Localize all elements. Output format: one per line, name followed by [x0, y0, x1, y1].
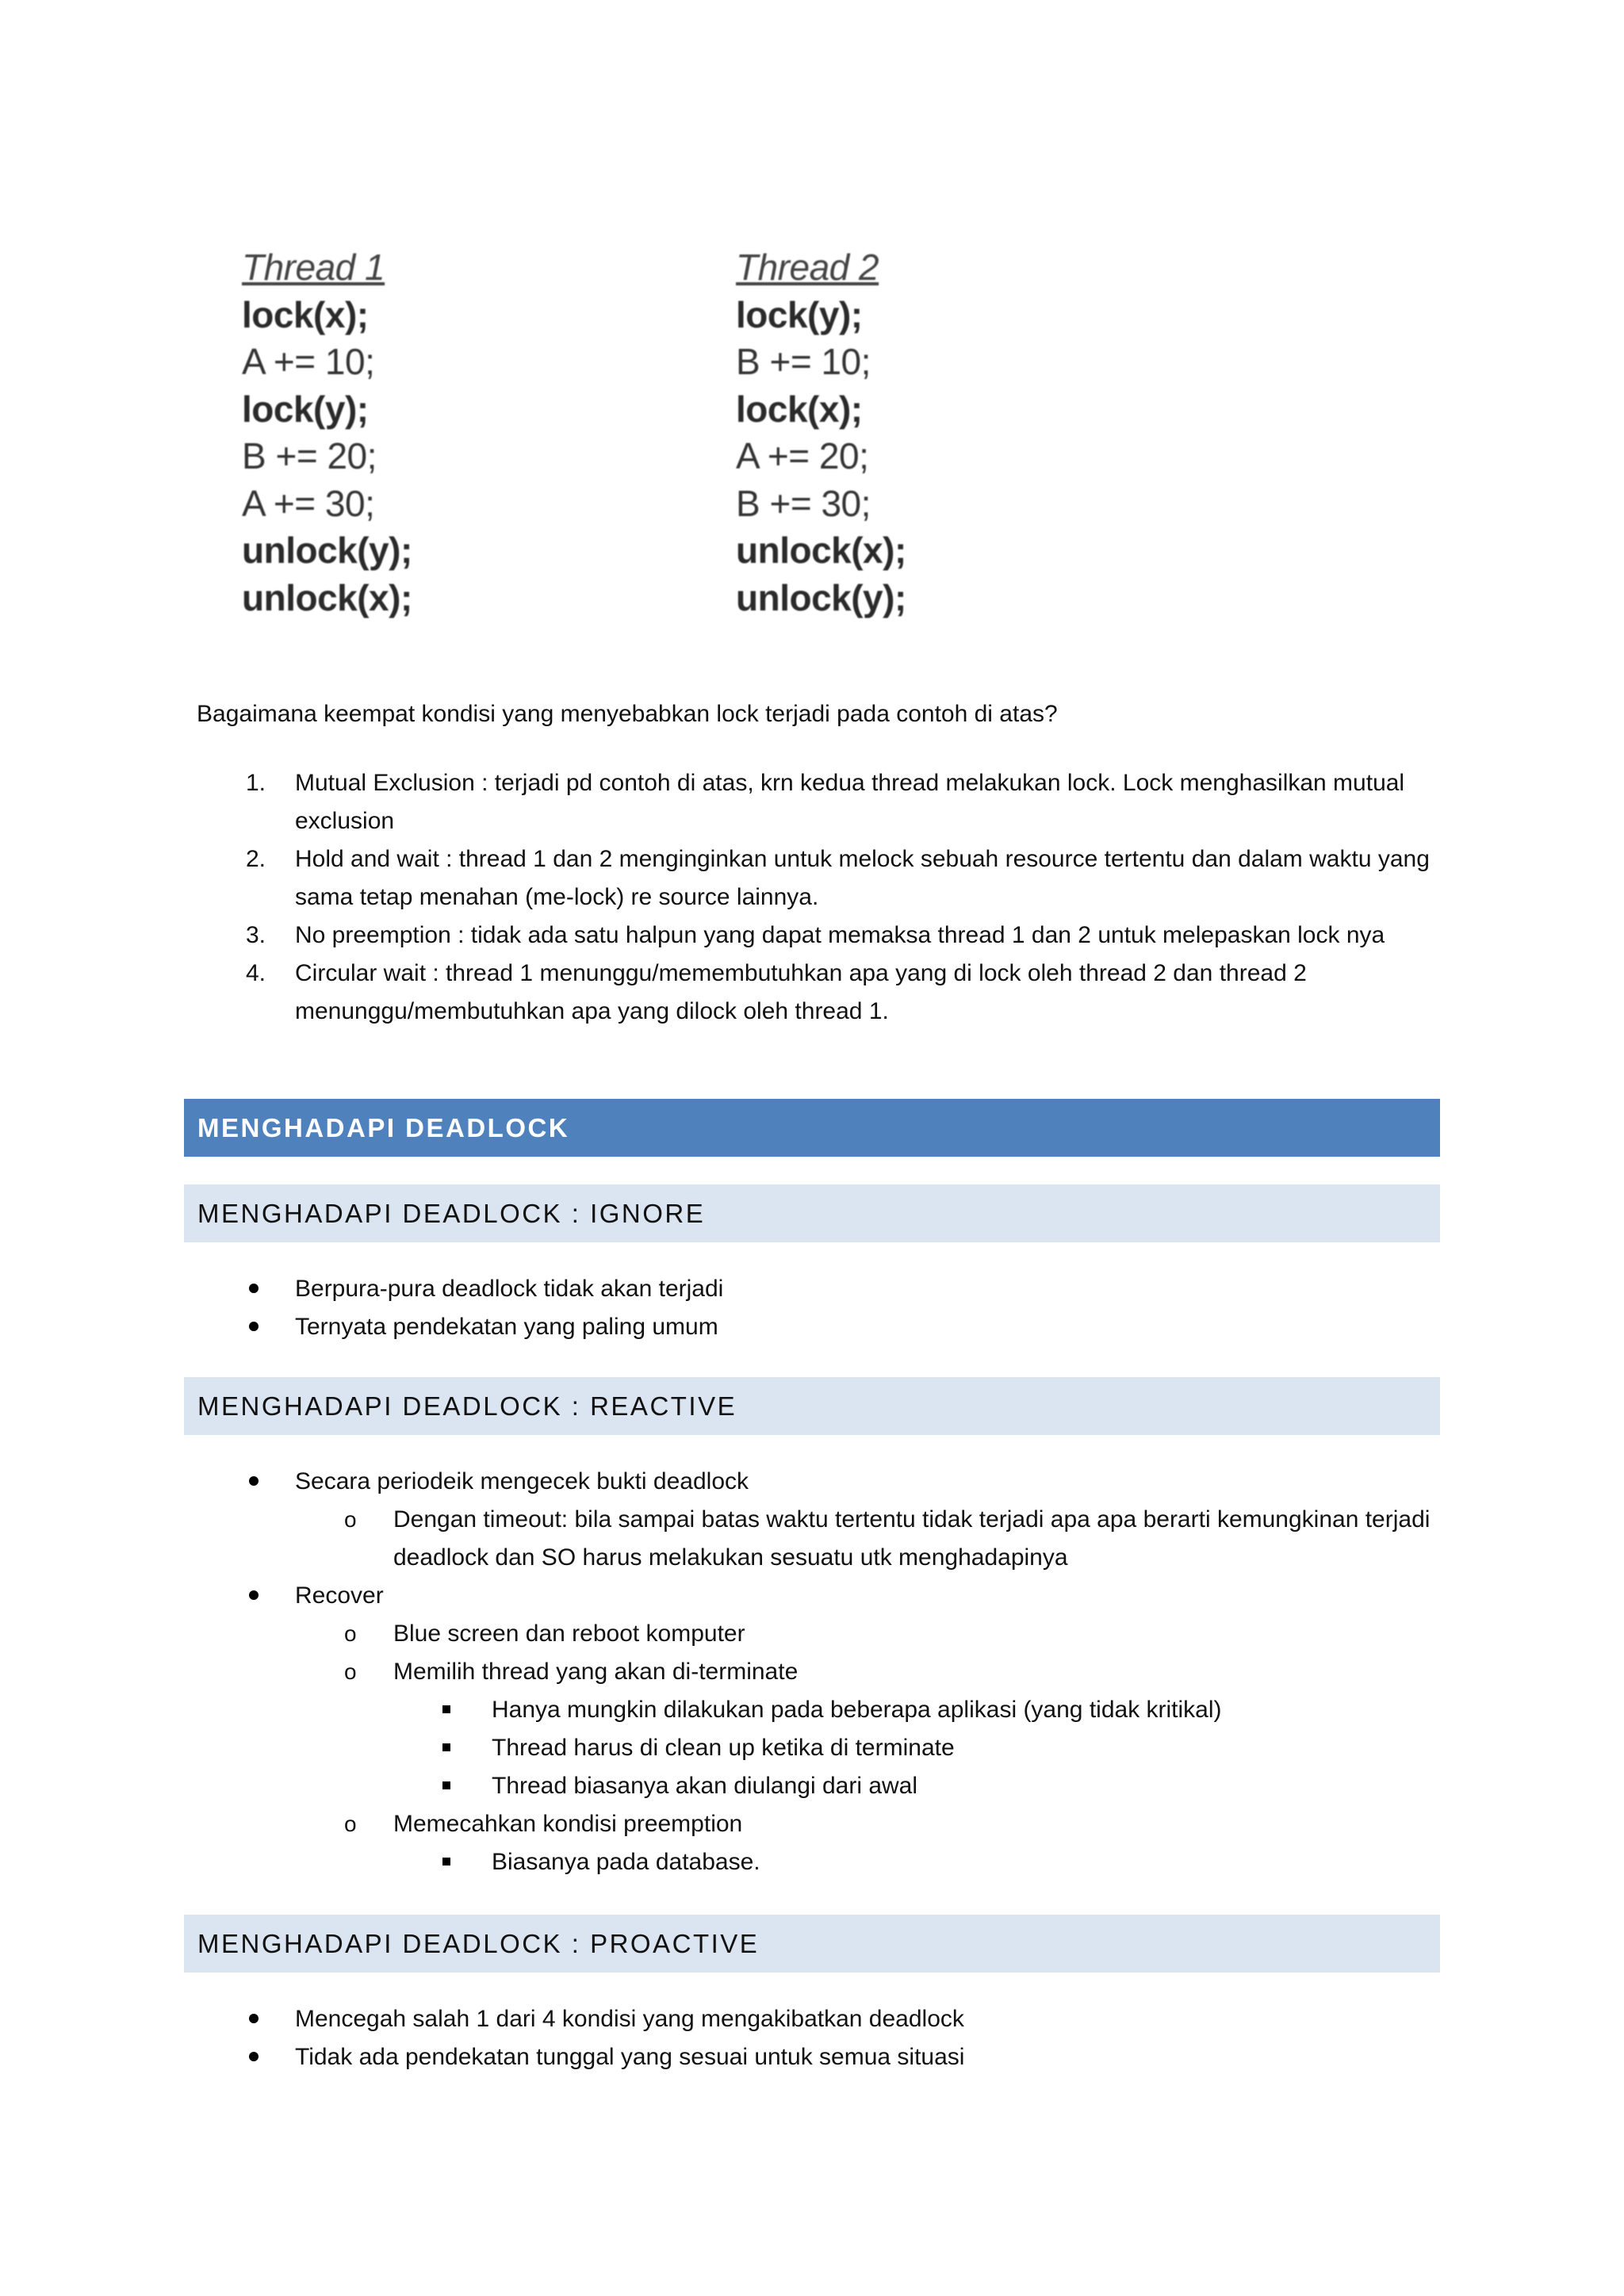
reactive-list — [197, 1463, 1434, 1881]
subsection-heading-text: MENGHADAPI DEADLOCK : PROACTIVE — [197, 1928, 760, 1958]
list-item-text: Biasanya pada database. — [492, 1849, 760, 1875]
subsection-heading-text: MENGHADAPI DEADLOCK : REACTIVE — [197, 1391, 737, 1421]
code-line: B += 10; — [736, 341, 871, 382]
list-item — [197, 1653, 1434, 1691]
list-item — [197, 840, 1434, 916]
list-item — [197, 1729, 1434, 1767]
square-bullet-icon — [442, 1729, 450, 1767]
list-item — [197, 1805, 1434, 1843]
code-line: unlock(y); — [242, 530, 412, 571]
list-item-text: Secara periodeik mengecek bukti deadlock — [295, 1468, 749, 1494]
list-item-text: Memilih thread yang akan di-terminate — [393, 1659, 799, 1685]
code-line: unlock(x); — [242, 576, 412, 618]
thread-2-code — [736, 244, 1053, 622]
subsection-heading-text: MENGHADAPI DEADLOCK : IGNORE — [197, 1198, 706, 1228]
list-item-text: Ternyata pendekatan yang paling umum — [295, 1314, 718, 1340]
circle-bullet-icon: o — [344, 1812, 357, 1836]
list-item — [197, 1577, 1434, 1615]
section-heading-main — [184, 1099, 1440, 1157]
circle-bullet-icon: o — [344, 1507, 357, 1532]
code-line: lock(y); — [736, 293, 863, 335]
list-item — [197, 916, 1434, 955]
list-item — [197, 764, 1434, 840]
list-item-text: Berpura-pura deadlock tidak akan terjadi — [295, 1276, 724, 1302]
square-bullet-icon — [442, 1691, 450, 1729]
ignore-list — [197, 1270, 1434, 1346]
bullet-icon — [249, 2038, 259, 2076]
subsection-heading-ignore — [184, 1184, 1440, 1242]
list-item-text: Thread harus di clean up ketika di terminate — [492, 1735, 955, 1761]
subsection-heading-reactive — [184, 1377, 1440, 1435]
code-line: unlock(y); — [736, 576, 906, 618]
code-line: unlock(x); — [736, 530, 906, 571]
bullet-icon — [249, 1308, 259, 1346]
list-item — [197, 1767, 1434, 1805]
list-item-text: Hanya mungkin dilakukan pada beberapa aplikasi (yang tidak kritikal) — [492, 1697, 1222, 1723]
list-item-text: Circular wait : thread 1 menunggu/memembutuhkan apa yang di lock oleh thread 2 dan thread 2 menunggu/membutuhkan apa yang dilock oleh thread 1. — [295, 960, 1307, 1024]
code-line: lock(x); — [736, 388, 863, 430]
code-line: A += 20; — [736, 435, 869, 476]
code-example-image — [242, 244, 956, 625]
section-heading-text: MENGHADAPI DEADLOCK — [197, 1112, 570, 1142]
list-number: 3. — [246, 922, 266, 948]
code-line: A += 30; — [242, 482, 375, 524]
square-bullet-icon — [442, 1767, 450, 1805]
list-number: 1. — [246, 770, 266, 796]
square-bullet-icon — [442, 1843, 450, 1881]
code-line: lock(x); — [242, 293, 369, 335]
list-item-text: Thread biasanya akan diulangi dari awal — [492, 1773, 918, 1799]
circle-bullet-icon: o — [344, 1621, 357, 1646]
list-item — [197, 2000, 1434, 2038]
list-item — [197, 1463, 1434, 1501]
list-item-text: Blue screen dan reboot komputer — [393, 1621, 745, 1647]
list-item — [197, 2038, 1434, 2076]
list-item — [197, 1270, 1434, 1308]
list-item-text: Mencegah salah 1 dari 4 kondisi yang mengakibatkan deadlock — [295, 2006, 964, 2032]
list-item-text: Tidak ada pendekatan tunggal yang sesuai untuk semua situasi — [295, 2044, 965, 2070]
list-item-text: Mutual Exclusion : terjadi pd contoh di atas, krn kedua thread melakukan lock. Lock menghasilkan mutual exclusion — [295, 770, 1405, 834]
list-item — [197, 1843, 1434, 1881]
proactive-list — [197, 2000, 1434, 2076]
bullet-icon — [249, 1577, 259, 1615]
thread-2-header: Thread 2 — [736, 247, 879, 288]
list-item — [197, 955, 1434, 1031]
list-item-text: Recover — [295, 1582, 384, 1609]
list-item — [197, 1501, 1434, 1577]
list-item — [197, 1691, 1434, 1729]
list-number: 2. — [246, 846, 266, 872]
code-line: lock(y); — [242, 388, 369, 430]
conditions-list — [197, 764, 1434, 1031]
list-item-text: Hold and wait : thread 1 dan 2 menginginkan untuk melock sebuah resource tertentu dan dalam waktu yang sama tetap menahan (me-lock) re source lainnya. — [295, 846, 1430, 910]
circle-bullet-icon: o — [344, 1659, 357, 1684]
bullet-icon — [249, 2000, 259, 2038]
subsection-heading-proactive — [184, 1915, 1440, 1973]
list-number: 4. — [246, 960, 266, 986]
code-line: B += 30; — [736, 482, 871, 524]
thread-1-header: Thread 1 — [242, 247, 385, 288]
code-line: A += 10; — [242, 341, 375, 382]
bullet-icon — [249, 1463, 259, 1501]
intro-question: Bagaimana keempat kondisi yang menyebabkan lock terjadi pada contoh di atas? — [197, 701, 1058, 727]
list-item — [197, 1308, 1434, 1346]
thread-1-code — [242, 244, 559, 622]
list-item — [197, 1615, 1434, 1653]
list-item-text: No preemption : tidak ada satu halpun yang dapat memaksa thread 1 dan 2 untuk melepaskan lock nya — [295, 922, 1385, 948]
list-item-text: Dengan timeout: bila sampai batas waktu tertentu tidak terjadi apa apa berarti kemungkinan terjadi deadlock dan SO harus melakukan sesuatu utk menghadapinya — [393, 1506, 1431, 1571]
bullet-icon — [249, 1270, 259, 1308]
code-line: B += 20; — [242, 435, 377, 476]
list-item-text: Memecahkan kondisi preemption — [393, 1811, 743, 1837]
